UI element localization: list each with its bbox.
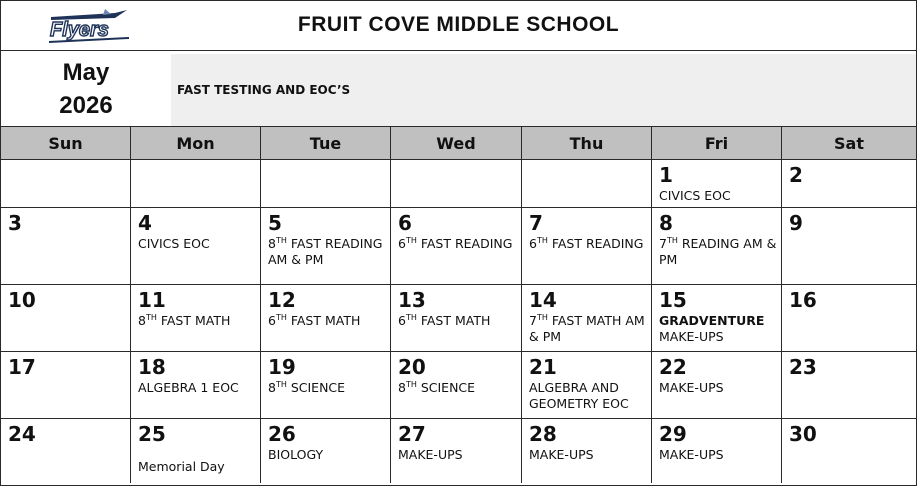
- event-label: SCIENCE: [416, 380, 476, 395]
- day-number: 25: [138, 422, 166, 446]
- ordinal-suffix: TH: [275, 380, 287, 389]
- grade: 8: [138, 313, 146, 328]
- school-header: [1, 1, 916, 51]
- grade: 7: [529, 313, 537, 328]
- event-text: [268, 236, 390, 268]
- day-cell: [1, 419, 131, 483]
- ordinal-suffix: TH: [275, 236, 287, 245]
- event-label: READING AM & PM: [659, 236, 777, 267]
- week-row: [1, 208, 916, 285]
- day-cell: [261, 285, 391, 351]
- day-cell: [131, 352, 261, 418]
- empty-day-cell: [522, 160, 652, 207]
- day-number: 16: [789, 288, 817, 312]
- grade: 8: [398, 380, 406, 395]
- day-cell: [131, 419, 261, 483]
- day-cell: [652, 208, 782, 284]
- ordinal-suffix: TH: [405, 380, 417, 389]
- day-number: 19: [268, 355, 296, 379]
- event-text-bold: GRADVENTURE: [659, 313, 765, 328]
- day-cell: [652, 419, 782, 483]
- empty-day-cell: [131, 160, 261, 207]
- day-number: 22: [659, 355, 687, 379]
- school-title: FRUIT COVE MIDDLE SCHOOL: [297, 13, 620, 36]
- month-year: [1, 51, 171, 126]
- grade: 7: [659, 236, 667, 251]
- day-number: 15: [659, 288, 687, 312]
- event-text: ALGEBRA 1 EOC: [138, 380, 239, 395]
- day-number: 28: [529, 422, 557, 446]
- day-number: 27: [398, 422, 426, 446]
- day-cell: [1, 285, 131, 351]
- event-text: CIVICS EOC: [659, 188, 731, 203]
- event-label: FAST READING AM & PM: [268, 236, 383, 267]
- weekday-sun: Sun: [1, 127, 131, 159]
- day-number: 4: [138, 211, 152, 235]
- weekday-thu: Thu: [522, 127, 652, 159]
- day-cell: [391, 352, 522, 418]
- day-cell: [391, 419, 522, 483]
- day-cell: [522, 285, 652, 351]
- day-number: 30: [789, 422, 817, 446]
- grade: 6: [398, 313, 406, 328]
- event-text: [268, 380, 390, 396]
- day-cell: [652, 160, 782, 207]
- event-text: [529, 313, 651, 345]
- day-number: 11: [138, 288, 166, 312]
- event-label: FAST MATH: [286, 313, 361, 328]
- weekday-sat: Sat: [834, 133, 864, 153]
- grade: 6: [268, 313, 276, 328]
- day-cell: [391, 208, 522, 284]
- svg-text:Flyers: Flyers: [50, 19, 109, 41]
- event-text: [398, 313, 521, 329]
- event-text: [659, 236, 781, 268]
- empty-day-cell: [1, 160, 131, 207]
- day-cell: [782, 160, 916, 207]
- day-number: 23: [789, 355, 817, 379]
- event-label: FAST MATH AM & PM: [529, 313, 645, 344]
- ordinal-suffix: TH: [275, 313, 287, 322]
- empty-day-cell: [261, 160, 391, 207]
- event-text: CIVICS EOC: [138, 236, 210, 251]
- day-cell: [131, 208, 261, 284]
- ordinal-suffix: TH: [145, 313, 157, 322]
- weekday-tue: Tue: [261, 127, 391, 159]
- day-cell: [261, 208, 391, 284]
- grade: 8: [268, 380, 276, 395]
- day-cell: [391, 285, 522, 351]
- day-number: 26: [268, 422, 296, 446]
- ordinal-suffix: TH: [536, 313, 548, 322]
- calendar-grid: [1, 160, 916, 483]
- month-theme: FAST TESTING AND EOC’S: [171, 54, 916, 126]
- event-text: MAKE-UPS: [659, 380, 724, 395]
- day-cell: [261, 419, 391, 483]
- event-text: ALGEBRA AND GEOMETRY EOC: [529, 380, 629, 411]
- event-label: FAST READING: [416, 236, 513, 251]
- weekday-header: [1, 127, 916, 160]
- day-cell: [131, 285, 261, 351]
- grade: 6: [529, 236, 537, 251]
- event-label: FAST MATH: [416, 313, 491, 328]
- day-cell: [1, 208, 131, 284]
- event-label: SCIENCE: [286, 380, 346, 395]
- day-cell: [522, 419, 652, 483]
- day-number: 9: [789, 211, 803, 235]
- week-row: [1, 285, 916, 352]
- ordinal-suffix: TH: [536, 236, 548, 245]
- day-cell: [522, 352, 652, 418]
- day-number: 17: [8, 355, 36, 379]
- year: 2026: [59, 91, 113, 119]
- day-number: 10: [8, 288, 36, 312]
- day-number: 13: [398, 288, 426, 312]
- event-text: [529, 236, 651, 252]
- event-label: FAST READING: [547, 236, 644, 251]
- month-name: May: [62, 58, 110, 86]
- weekday-fri: Fri: [652, 127, 782, 159]
- week-row: [1, 419, 916, 483]
- day-number: 7: [529, 211, 543, 235]
- event-text: [138, 313, 260, 329]
- day-cell: [782, 285, 916, 351]
- day-number: 6: [398, 211, 412, 235]
- holiday-note: Memorial Day: [138, 459, 225, 474]
- day-cell: [261, 352, 391, 418]
- ordinal-suffix: TH: [405, 313, 417, 322]
- day-number: 12: [268, 288, 296, 312]
- day-cell: [652, 352, 782, 418]
- day-number: 14: [529, 288, 557, 312]
- empty-day-cell: [391, 160, 522, 207]
- week-row: [1, 352, 916, 419]
- event-text: [268, 313, 390, 329]
- day-number: 1: [659, 163, 673, 187]
- weekday-wed: Wed: [391, 127, 522, 159]
- event-text: [398, 380, 521, 396]
- day-number: 8: [659, 211, 673, 235]
- ordinal-suffix: TH: [666, 236, 678, 245]
- day-number: 20: [398, 355, 426, 379]
- day-cell: [652, 285, 782, 351]
- month-banner: [1, 51, 916, 127]
- event-text: BIOLOGY: [268, 447, 324, 462]
- weekday-mon: Mon: [131, 127, 261, 159]
- grade: 8: [268, 236, 276, 251]
- day-number: 18: [138, 355, 166, 379]
- event-text: MAKE-UPS: [659, 447, 724, 462]
- day-number: 3: [8, 211, 22, 235]
- grade: 6: [398, 236, 406, 251]
- day-number: 2: [789, 163, 803, 187]
- day-cell: [782, 208, 916, 284]
- day-number: 21: [529, 355, 557, 379]
- event-text: MAKE-UPS: [529, 447, 594, 462]
- event-label: FAST MATH: [156, 313, 231, 328]
- day-cell: [782, 419, 916, 483]
- day-number: 5: [268, 211, 282, 235]
- ordinal-suffix: TH: [405, 236, 417, 245]
- week-row: [1, 160, 916, 208]
- event-text: MAKE-UPS: [659, 329, 724, 344]
- day-number: 24: [8, 422, 36, 446]
- day-cell: [1, 352, 131, 418]
- day-cell: [782, 352, 916, 418]
- event-text: MAKE-UPS: [398, 447, 463, 462]
- day-number: 29: [659, 422, 687, 446]
- event-text: [398, 236, 521, 252]
- day-cell: [522, 208, 652, 284]
